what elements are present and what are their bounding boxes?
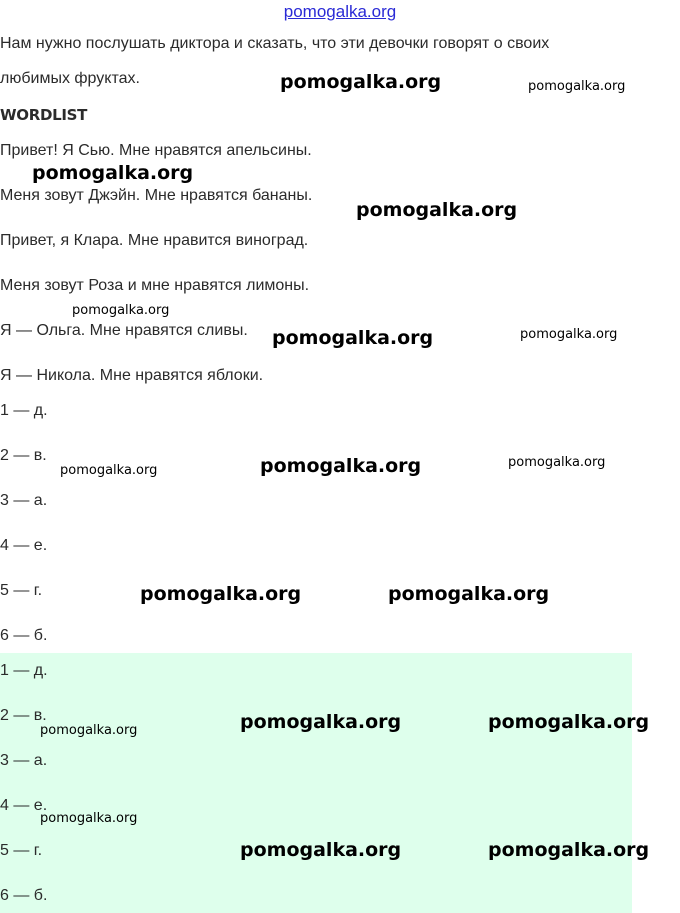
watermark: pomogalka.org bbox=[280, 71, 442, 93]
watermark: pomogalka.org bbox=[388, 583, 550, 605]
answer-item: 3 — а. bbox=[0, 492, 48, 509]
wordlist-line: Я — Никола. Мне нравятся яблоки. bbox=[0, 367, 264, 384]
watermark: pomogalka.org bbox=[240, 711, 402, 733]
wordlist-line: Меня зовут Роза и мне нравятся лимоны. bbox=[0, 277, 310, 294]
wordlist-line: Меня зовут Джэйн. Мне нравятся бананы. bbox=[0, 187, 313, 204]
watermark: pomogalka.org bbox=[32, 162, 194, 184]
watermark: pomogalka.org bbox=[272, 327, 434, 349]
wordlist-heading: WORDLIST bbox=[0, 106, 88, 124]
highlighted-answer-item: 4 — е. bbox=[0, 797, 48, 814]
watermark: pomogalka.org bbox=[508, 455, 606, 470]
watermark: pomogalka.org bbox=[72, 303, 170, 318]
wordlist-line: Я — Ольга. Мне нравятся сливы. bbox=[0, 322, 248, 339]
highlighted-answer-item: 1 — д. bbox=[0, 662, 48, 679]
watermark: pomogalka.org bbox=[356, 199, 518, 221]
watermark: pomogalka.org bbox=[40, 811, 138, 826]
watermark: pomogalka.org bbox=[240, 839, 402, 861]
watermark: pomogalka.org bbox=[528, 79, 626, 94]
watermark: pomogalka.org bbox=[488, 711, 650, 733]
wordlist-line: Привет, я Клара. Мне нравится виноград. bbox=[0, 232, 309, 249]
highlighted-answers-box bbox=[0, 653, 632, 913]
highlighted-answer-item: 3 — а. bbox=[0, 752, 48, 769]
task-text-line-1: Нам нужно послушать диктора и сказать, что эти девочки говорят о своих bbox=[0, 35, 550, 52]
task-text-line-2: любимых фруктах. bbox=[0, 70, 140, 87]
highlighted-answer-item: 2 — в. bbox=[0, 707, 47, 724]
highlighted-answer-item: 5 — г. bbox=[0, 842, 43, 859]
answer-item: 2 — в. bbox=[0, 447, 47, 464]
watermark: pomogalka.org bbox=[520, 327, 618, 342]
answer-item: 4 — е. bbox=[0, 537, 48, 554]
site-header-link[interactable]: pomogalka.org bbox=[283, 2, 397, 21]
highlighted-answer-item: 6 — б. bbox=[0, 887, 48, 904]
watermark: pomogalka.org bbox=[488, 839, 650, 861]
wordlist-line: Привет! Я Сью. Мне нравятся апельсины. bbox=[0, 142, 312, 159]
answer-item: 6 — б. bbox=[0, 627, 48, 644]
answer-item: 1 — д. bbox=[0, 402, 48, 419]
watermark: pomogalka.org bbox=[260, 455, 422, 477]
watermark: pomogalka.org bbox=[60, 463, 158, 478]
watermark: pomogalka.org bbox=[140, 583, 302, 605]
watermark: pomogalka.org bbox=[40, 723, 138, 738]
answer-item: 5 — г. bbox=[0, 582, 43, 599]
